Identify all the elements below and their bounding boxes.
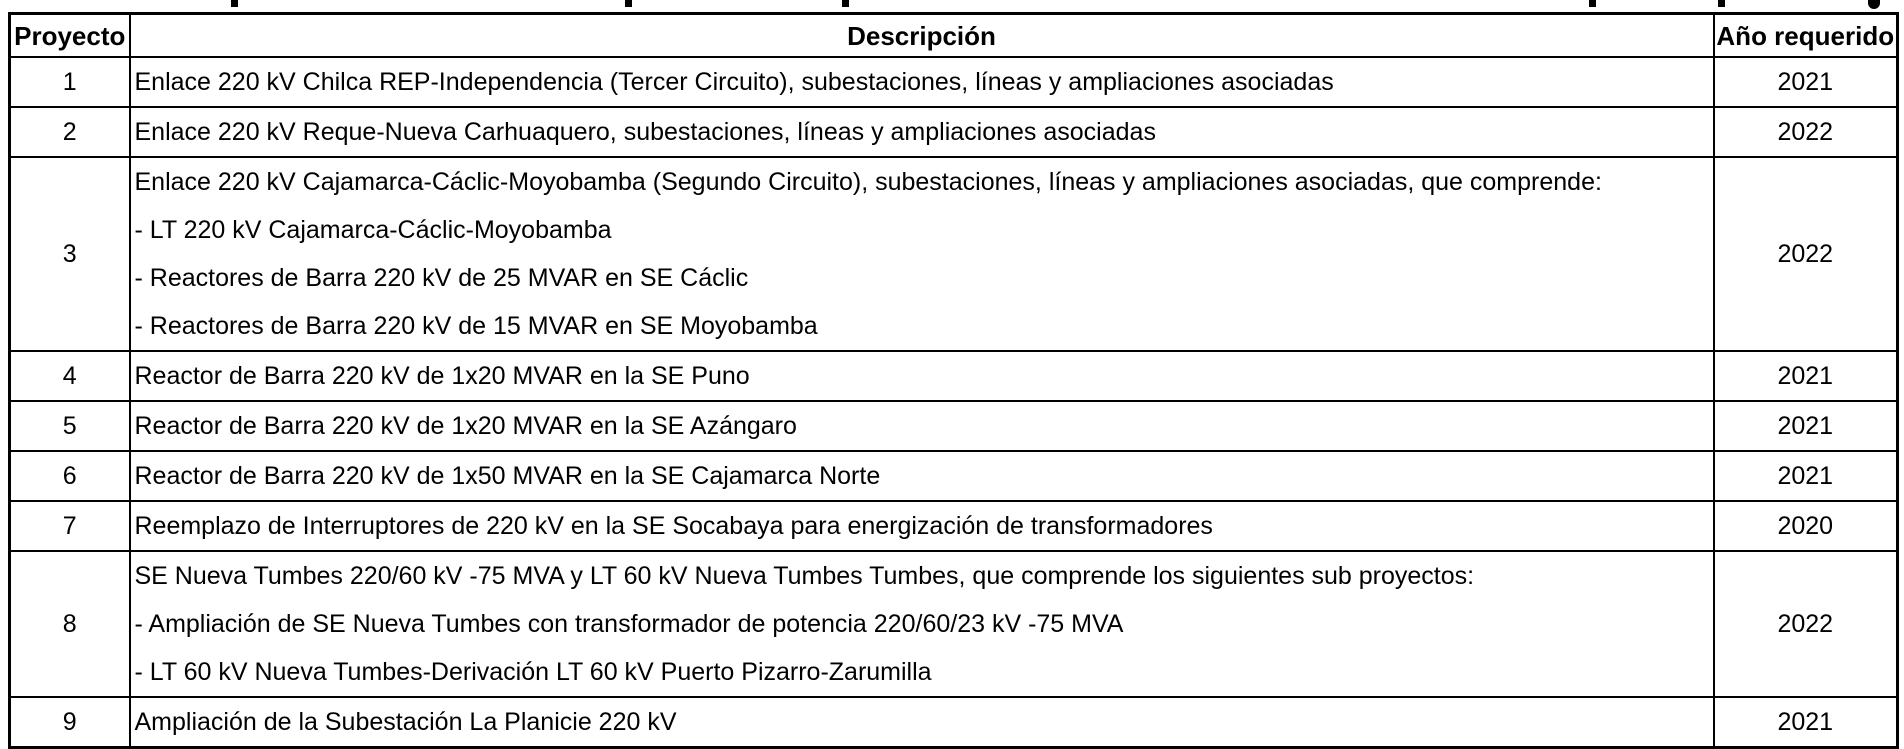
table-row	[10, 551, 1898, 697]
year-cell: 2021	[1714, 697, 1898, 748]
description-cell	[130, 351, 1714, 401]
table-row	[10, 401, 1898, 451]
year-cell: 2022	[1714, 157, 1898, 351]
table-row	[10, 157, 1898, 351]
table-row	[10, 501, 1898, 551]
cropped-text-remnant	[842, 0, 849, 7]
year-cell: 2021	[1714, 351, 1898, 401]
table-row	[10, 451, 1898, 501]
project-number: 1	[10, 57, 130, 107]
year-cell: 2022	[1714, 551, 1898, 697]
table-body	[10, 57, 1898, 748]
description-line: - Ampliación de SE Nueva Tumbes con transformador de potencia 220/60/23 kV -75 MVA	[134, 609, 1124, 638]
description-line: Reactor de Barra 220 kV de 1x50 MVAR en la SE Cajamarca Norte	[134, 461, 881, 490]
description-cell	[130, 57, 1714, 107]
description-line: Reactor de Barra 220 kV de 1x20 MVAR en la SE Azángaro	[134, 411, 797, 440]
table-row	[10, 57, 1898, 107]
column-header-descripcion: Descripción	[130, 14, 1714, 58]
cropped-text-remnant	[625, 0, 632, 7]
cropped-text-remnant	[231, 0, 238, 7]
cropped-text-remnant	[1718, 0, 1725, 7]
column-header-proyecto: Proyecto	[10, 14, 130, 58]
description-line: Enlace 220 kV Cajamarca-Cáclic-Moyobamba (Segundo Circuito), subestaciones, líneas y ampliaciones asociadas, que comprende:	[134, 167, 1602, 196]
year-cell: 2021	[1714, 401, 1898, 451]
description-line: Reemplazo de Interruptores de 220 kV en la SE Socabaya para energización de transformadores	[134, 511, 1213, 540]
description-line: SE Nueva Tumbes 220/60 kV -75 MVA y LT 60 kV Nueva Tumbes Tumbes, que comprende los siguientes sub proyectos:	[134, 561, 1475, 590]
projects-table	[8, 12, 1899, 749]
cropped-text-remnant	[1868, 0, 1880, 9]
table-row	[10, 351, 1898, 401]
project-number: 8	[10, 551, 130, 697]
description-line: Enlace 220 kV Reque-Nueva Carhuaquero, subestaciones, líneas y ampliaciones asociadas	[134, 117, 1156, 146]
description-line: - LT 60 kV Nueva Tumbes-Derivación LT 60 kV Puerto Pizarro-Zarumilla	[134, 657, 932, 686]
year-cell: 2021	[1714, 57, 1898, 107]
project-number: 4	[10, 351, 130, 401]
cropped-text-remnant	[1589, 0, 1596, 7]
description-cell	[130, 501, 1714, 551]
description-line: Reactor de Barra 220 kV de 1x20 MVAR en la SE Puno	[134, 361, 750, 390]
table-header-row	[10, 14, 1898, 58]
year-cell: 2020	[1714, 501, 1898, 551]
description-cell	[130, 401, 1714, 451]
description-cell	[130, 157, 1714, 351]
project-number: 7	[10, 501, 130, 551]
year-cell: 2022	[1714, 107, 1898, 157]
description-cell	[130, 551, 1714, 697]
project-number: 5	[10, 401, 130, 451]
description-line: - Reactores de Barra 220 kV de 25 MVAR en SE Cáclic	[134, 263, 749, 292]
description-cell	[130, 451, 1714, 501]
description-line: Enlace 220 kV Chilca REP-Independencia (Tercer Circuito), subestaciones, líneas y ampliaciones asociadas	[134, 67, 1334, 96]
project-number: 2	[10, 107, 130, 157]
description-line: - Reactores de Barra 220 kV de 15 MVAR en SE Moyobamba	[134, 311, 818, 340]
description-line: Ampliación de la Subestación La Planicie 220 kV	[134, 707, 677, 736]
description-line: - LT 220 kV Cajamarca-Cáclic-Moyobamba	[134, 215, 612, 244]
year-cell: 2021	[1714, 451, 1898, 501]
table-row	[10, 107, 1898, 157]
description-cell	[130, 107, 1714, 157]
column-header-ano-requerido: Año requerido	[1714, 14, 1898, 58]
project-number: 3	[10, 157, 130, 351]
project-number: 9	[10, 697, 130, 748]
project-number: 6	[10, 451, 130, 501]
